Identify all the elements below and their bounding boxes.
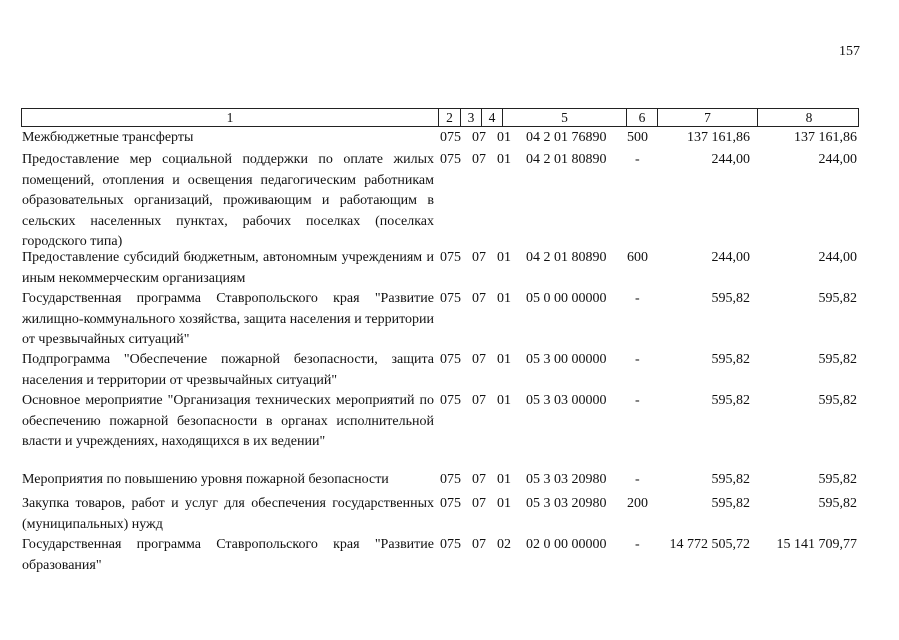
row-section: 07 bbox=[472, 393, 486, 408]
row-name: Предоставление мер социальной поддержки по оплате жилых помещений, отопления и освещения педагогическим работникам образовательных организаций, проживающим и работающим в сельских населенных пунктах, рабочих поселках (поселках городского типа) bbox=[22, 152, 434, 249]
row-amount-2: 15 141 709,77 bbox=[776, 537, 857, 552]
row-section: 07 bbox=[472, 291, 486, 306]
header-col-5: 5 bbox=[503, 109, 627, 126]
row-target-code: 04 2 01 76890 bbox=[526, 130, 607, 145]
row-subsection: 01 bbox=[497, 496, 511, 511]
row-section: 07 bbox=[472, 130, 486, 145]
row-grbs: 075 bbox=[440, 472, 461, 487]
row-name: Предоставление субсидий бюджетным, автономным учреждениям и иным некоммерческим организациям bbox=[22, 250, 434, 286]
row-target-code: 05 3 03 00000 bbox=[526, 393, 607, 408]
row-grbs: 075 bbox=[440, 393, 461, 408]
row-amount-1: 595,82 bbox=[711, 472, 750, 487]
row-expense-type: 500 bbox=[627, 130, 648, 145]
row-grbs: 075 bbox=[440, 352, 461, 367]
row-target-code: 05 3 03 20980 bbox=[526, 496, 607, 511]
row-section: 07 bbox=[472, 352, 486, 367]
row-subsection: 01 bbox=[497, 250, 511, 265]
row-subsection: 01 bbox=[497, 393, 511, 408]
header-col-6: 6 bbox=[627, 109, 658, 126]
row-expense-type: - bbox=[635, 352, 640, 367]
row-grbs: 075 bbox=[440, 537, 461, 552]
row-name: Основное мероприятие "Организация технических мероприятий по обеспечению пожарной безопасности в органах исполнительной власти и учреждениях, находящихся в их ведении" bbox=[22, 393, 434, 449]
row-amount-2: 595,82 bbox=[818, 352, 857, 367]
row-amount-1: 595,82 bbox=[711, 393, 750, 408]
row-grbs: 075 bbox=[440, 496, 461, 511]
header-col-3: 3 bbox=[461, 109, 482, 126]
row-target-code: 04 2 01 80890 bbox=[526, 152, 607, 167]
row-name: Государственная программа Ставропольского края "Развитие образования" bbox=[22, 537, 434, 573]
row-subsection: 01 bbox=[497, 352, 511, 367]
header-col-4: 4 bbox=[482, 109, 503, 126]
row-expense-type: - bbox=[635, 537, 640, 552]
row-expense-type: - bbox=[635, 291, 640, 306]
row-grbs: 075 bbox=[440, 250, 461, 265]
row-amount-1: 244,00 bbox=[711, 250, 750, 265]
row-expense-type: - bbox=[635, 393, 640, 408]
row-amount-2: 244,00 bbox=[818, 152, 857, 167]
row-subsection: 01 bbox=[497, 152, 511, 167]
row-amount-1: 14 772 505,72 bbox=[669, 537, 750, 552]
row-amount-2: 595,82 bbox=[818, 472, 857, 487]
row-amount-2: 595,82 bbox=[818, 393, 857, 408]
row-target-code: 02 0 00 00000 bbox=[526, 537, 607, 552]
row-grbs: 075 bbox=[440, 152, 461, 167]
row-name: Межбюджетные трансферты bbox=[22, 130, 194, 145]
table-header bbox=[21, 108, 859, 127]
row-subsection: 01 bbox=[497, 472, 511, 487]
row-section: 07 bbox=[472, 250, 486, 265]
row-amount-2: 244,00 bbox=[818, 250, 857, 265]
row-amount-1: 595,82 bbox=[711, 291, 750, 306]
row-name: Мероприятия по повышению уровня пожарной безопасности bbox=[22, 472, 389, 487]
row-subsection: 01 bbox=[497, 291, 511, 306]
row-section: 07 bbox=[472, 152, 486, 167]
header-col-7: 7 bbox=[658, 109, 758, 126]
row-target-code: 05 3 00 00000 bbox=[526, 352, 607, 367]
row-name: Подпрограмма "Обеспечение пожарной безопасности, защита населения и территории от чрезвычайных ситуаций" bbox=[22, 352, 434, 388]
row-expense-type: - bbox=[635, 472, 640, 487]
row-amount-1: 595,82 bbox=[711, 496, 750, 511]
row-target-code: 05 0 00 00000 bbox=[526, 291, 607, 306]
row-amount-2: 595,82 bbox=[818, 496, 857, 511]
row-section: 07 bbox=[472, 496, 486, 511]
row-amount-1: 595,82 bbox=[711, 352, 750, 367]
row-target-code: 04 2 01 80890 bbox=[526, 250, 607, 265]
row-amount-2: 137 161,86 bbox=[794, 130, 857, 145]
header-col-2: 2 bbox=[439, 109, 461, 126]
row-name: Государственная программа Ставропольского края "Развитие жилищно-коммунального хозяйства, защита населения и территории от чрезвычайных ситуаций" bbox=[22, 291, 434, 347]
row-subsection: 02 bbox=[497, 537, 511, 552]
row-amount-1: 137 161,86 bbox=[687, 130, 750, 145]
row-section: 07 bbox=[472, 537, 486, 552]
header-col-1: 1 bbox=[22, 109, 439, 126]
row-grbs: 075 bbox=[440, 291, 461, 306]
row-section: 07 bbox=[472, 472, 486, 487]
header-col-8: 8 bbox=[805, 110, 813, 125]
row-grbs: 075 bbox=[440, 130, 461, 145]
row-expense-type: 600 bbox=[627, 250, 648, 265]
row-subsection: 01 bbox=[497, 130, 511, 145]
row-name: Закупка товаров, работ и услуг для обеспечения государственных (муниципальных) нужд bbox=[22, 496, 434, 532]
row-expense-type: 200 bbox=[627, 496, 648, 511]
page-number: 157 bbox=[839, 44, 860, 59]
row-target-code: 05 3 03 20980 bbox=[526, 472, 607, 487]
row-amount-2: 595,82 bbox=[818, 291, 857, 306]
row-amount-1: 244,00 bbox=[711, 152, 750, 167]
row-expense-type: - bbox=[635, 152, 640, 167]
